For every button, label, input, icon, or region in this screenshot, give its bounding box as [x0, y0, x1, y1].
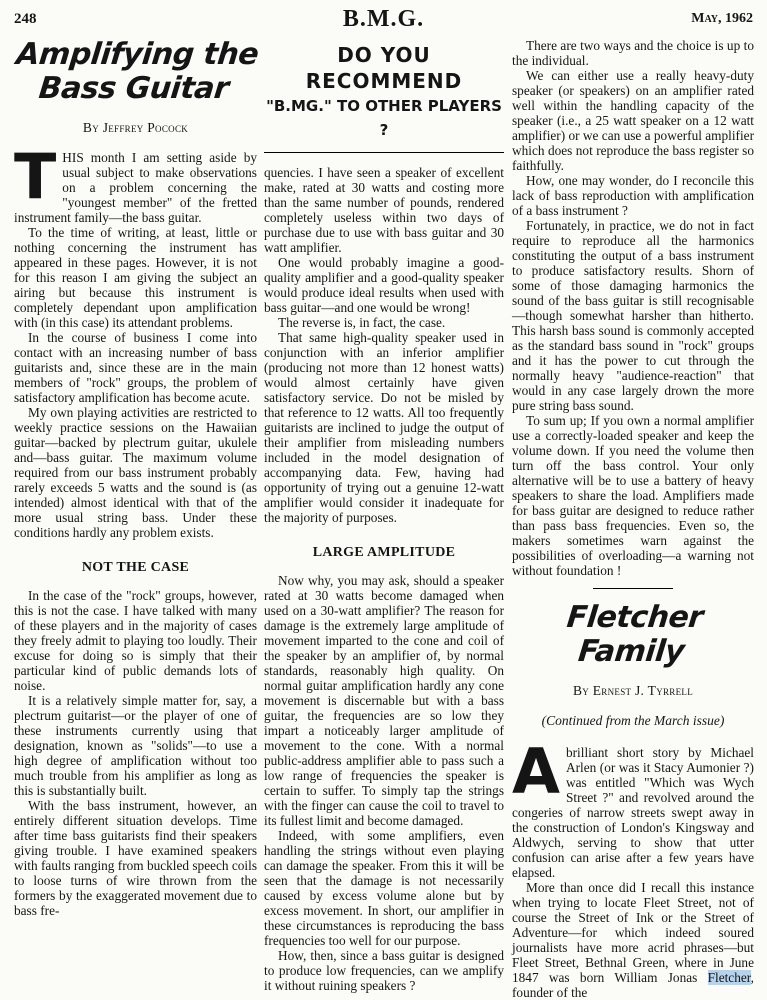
promo-line-1: DO YOU RECOMMEND [305, 43, 463, 93]
text-run: , founder of the [512, 970, 754, 1000]
column-2 [264, 38, 504, 993]
paragraph: That same high-quality speaker used in conjunction with an inferior amplifier (producing not more than 12 honest watts) would almost certainly have given satisfactory service. Do not be misled by that reference to 12 watts. All too frequently guitarists are inclined to judge the output of their amplifier from misleading numbers included in the model designation of accompanying data. Few, having had opportunity of trying out a genuine 12-watt amplifier would consider it inadequate for the majority of purposes. [264, 330, 504, 525]
paragraph: quencies. I have seen a speaker of excellent make, rated at 30 watts and costing more than the same number of pounds, rendered completely useless within two days of purchase due to use with bass guitar and 30 watt amplifier. [264, 165, 504, 255]
paragraph: In the case of the "rock" groups, however, this is not the case. I have talked with many of these players and in the majority of cases they freely admit to playing too loudly. Their excuse for doing so is simply that their particular kind of public demands lots of noise. [14, 588, 257, 693]
paragraph: To sum up; If you own a normal amplifier use a correctly-loaded speaker and keep the volume down. If you need the volume then turn off the bass control. Your only alternative will be to use a battery of heavy speakers to share the load. Amplifiers made for bass guitar are designed to reduce rather than pass bass frequencies. Even so, the makers sometimes warn against the possibilities of overloading—a warning not without foundation ! [512, 413, 754, 578]
highlighted-word[interactable]: Fletcher [707, 970, 751, 985]
paragraph: Indeed, with some amplifiers, even handling the strings without even playing can damage the speaker. From this it will be seen that the damage is not necessarily caused by excess volume alone but by excess movement. In short, our amplifier in these circumstances is reproducing the bass frequencies too well for our purpose. [264, 828, 504, 948]
paragraph: To the time of writing, at least, little or nothing concerning the instrument has appeared in these pages. However, it is not for this reason I am giving the subject an airing but because this instrument is completely dependant upon amplification with (in this case) its attendant problems. [14, 225, 257, 330]
continued-note: (Continued from the March issue) [541, 713, 725, 728]
drop-cap-t: T [14, 140, 57, 213]
section-heading-not-the-case: NOT THE CASE [81, 560, 190, 575]
paragraph: One would probably imagine a good-quality amplifier and a good-quality speaker would produce ideal results when used with bass guitar—and one would be wrong! [264, 255, 504, 315]
paragraph: How, one may wonder, do I reconcile this lack of bass reproduction with amplification of a bass instrument ? [512, 173, 754, 218]
magazine-title: B.M.G. [342, 6, 425, 32]
article-byline-pocock: By Jeffrey Pocock [82, 120, 189, 135]
column-1 [14, 37, 261, 971]
paragraph: Fortunately, in practice, we do not in fact require to reproduce all the harmonics constituting the output of a bass instrument to produce satisfactory results. Shorn of some of those damaging harmonics the sound of the bass guitar is still recognisable—though somewhat harsher than hitherto. This harsh bass sound is commonly accepted as the standard bass sound in "rock" groups and it has the power to cut through the normally heavy "audience-reaction" that would in any case largely drown the more pure string bass sound. [512, 218, 754, 413]
article-title-amplifying: Amplifying the Bass Guitar [14, 37, 261, 106]
section-heading-large-amplitude: LARGE AMPLITUDE [312, 545, 456, 560]
text-run: More than once did I recall this instance when trying to locate Fleet Street, not of course the Street of Ink or the Street of Adventure—for which indeed soured journalists have more acrid phrases—but Fleet Street, Bethnal Green, where in June 1847 was born William Jonas [512, 880, 754, 985]
paragraph: With the bass instrument, however, an entirely different situation develops. Time after time bass guitarists find their speakers giving trouble. I have examined speakers with faults ranging from buckled speech coils to loose turns of wire thrown from the formers by the exaggerated movement due to bass fre- [14, 798, 257, 918]
paragraph: There are two ways and the choice is up to the individual. [512, 38, 754, 68]
page-header [14, 6, 753, 34]
page-number: 248 [14, 11, 37, 27]
paragraph: It is a relatively simple matter for, say, a plectrum guitarist—or the player of one of these instruments currently using that designation, known as "solids"—to use a high degree of amplification without too much trouble from his amplifier as long as this is substantially built. [14, 693, 257, 798]
paragraph: HIS month I am setting aside by usual subject to make observations on a problem concerning the "youngest member" of the fretted instrument family—the bass guitar. [14, 150, 257, 225]
article-title-fletcher: Fletcher Family [565, 600, 705, 669]
issue-date: May, 1962 [691, 11, 753, 26]
paragraph: How, then, since a bass guitar is designed to produce low frequencies, can we amplify it without ruining speakers ? [264, 948, 504, 993]
paragraph: My own playing activities are restricted to weekly practice sessions on the Hawaiian guitar—backed by plectrum guitar, ukulele and—bass guitar. The maximum volume required from our bass instrument probably rarely exceeds 5 watts and the sound is (as intended) almost identical with that of the more usual string bass. Under these conditions hardly any problem exists. [14, 405, 257, 540]
paragraph: We can either use a really heavy-duty speaker (or speakers) on an amplifier rated well within the handling capacity of the speaker (i.e., a 25 watt speaker on a 12 watt amplifier) or we can use a powerful amplifier which does not reproduce the bass register so faithfully. [512, 68, 754, 173]
paragraph: In the course of business I come into contact with an increasing number of bass guitarists and, since these are in the main members of "rock" groups, the problem of satisfactory amplification has become acute. [14, 330, 257, 405]
paragraph: brilliant short story by Michael Arlen (or was it Stacy Aumonier ?) was entitled "Which was Wych Street ?" and revolved around the congeries of narrow streets swept away in the construction of London's Kingsway and Aldwych, serving to show that utter confusion can arise after a few years have elapsed. [512, 745, 754, 880]
paragraph: Now why, you may ask, should a speaker rated at 30 watts become damaged when used on a 30-watt amplifier? The reason for damage is the extremely large amplitude of movement imparted to the cone and coil of the speaker by an amplifier of, by normal standards, reasonably high quality. On normal guitar amplification hardly any cone movement is discernable but with a bass guitar, the frequencies are so low they impart a noticeably larger amplitude of movement to the cone. With a normal public-address amplifier able to pass such a low range of frequencies the speaker is certain to suffer. To simply tap the strings with the finger can cause the coil to travel to its fullest limit and become damaged. [264, 573, 504, 828]
paragraph: The reverse is, in fact, the case. [278, 315, 446, 330]
drop-cap-a: A [512, 735, 560, 808]
promo-line-2: "B.MG." TO OTHER PLAYERS ? [266, 97, 502, 139]
article-divider [593, 588, 673, 589]
column-3 [512, 38, 754, 1000]
paragraph-with-highlight [512, 880, 754, 1000]
article-byline-tyrrell: By Ernest J. Tyrrell [572, 683, 693, 698]
recommend-promo-box [264, 38, 504, 153]
